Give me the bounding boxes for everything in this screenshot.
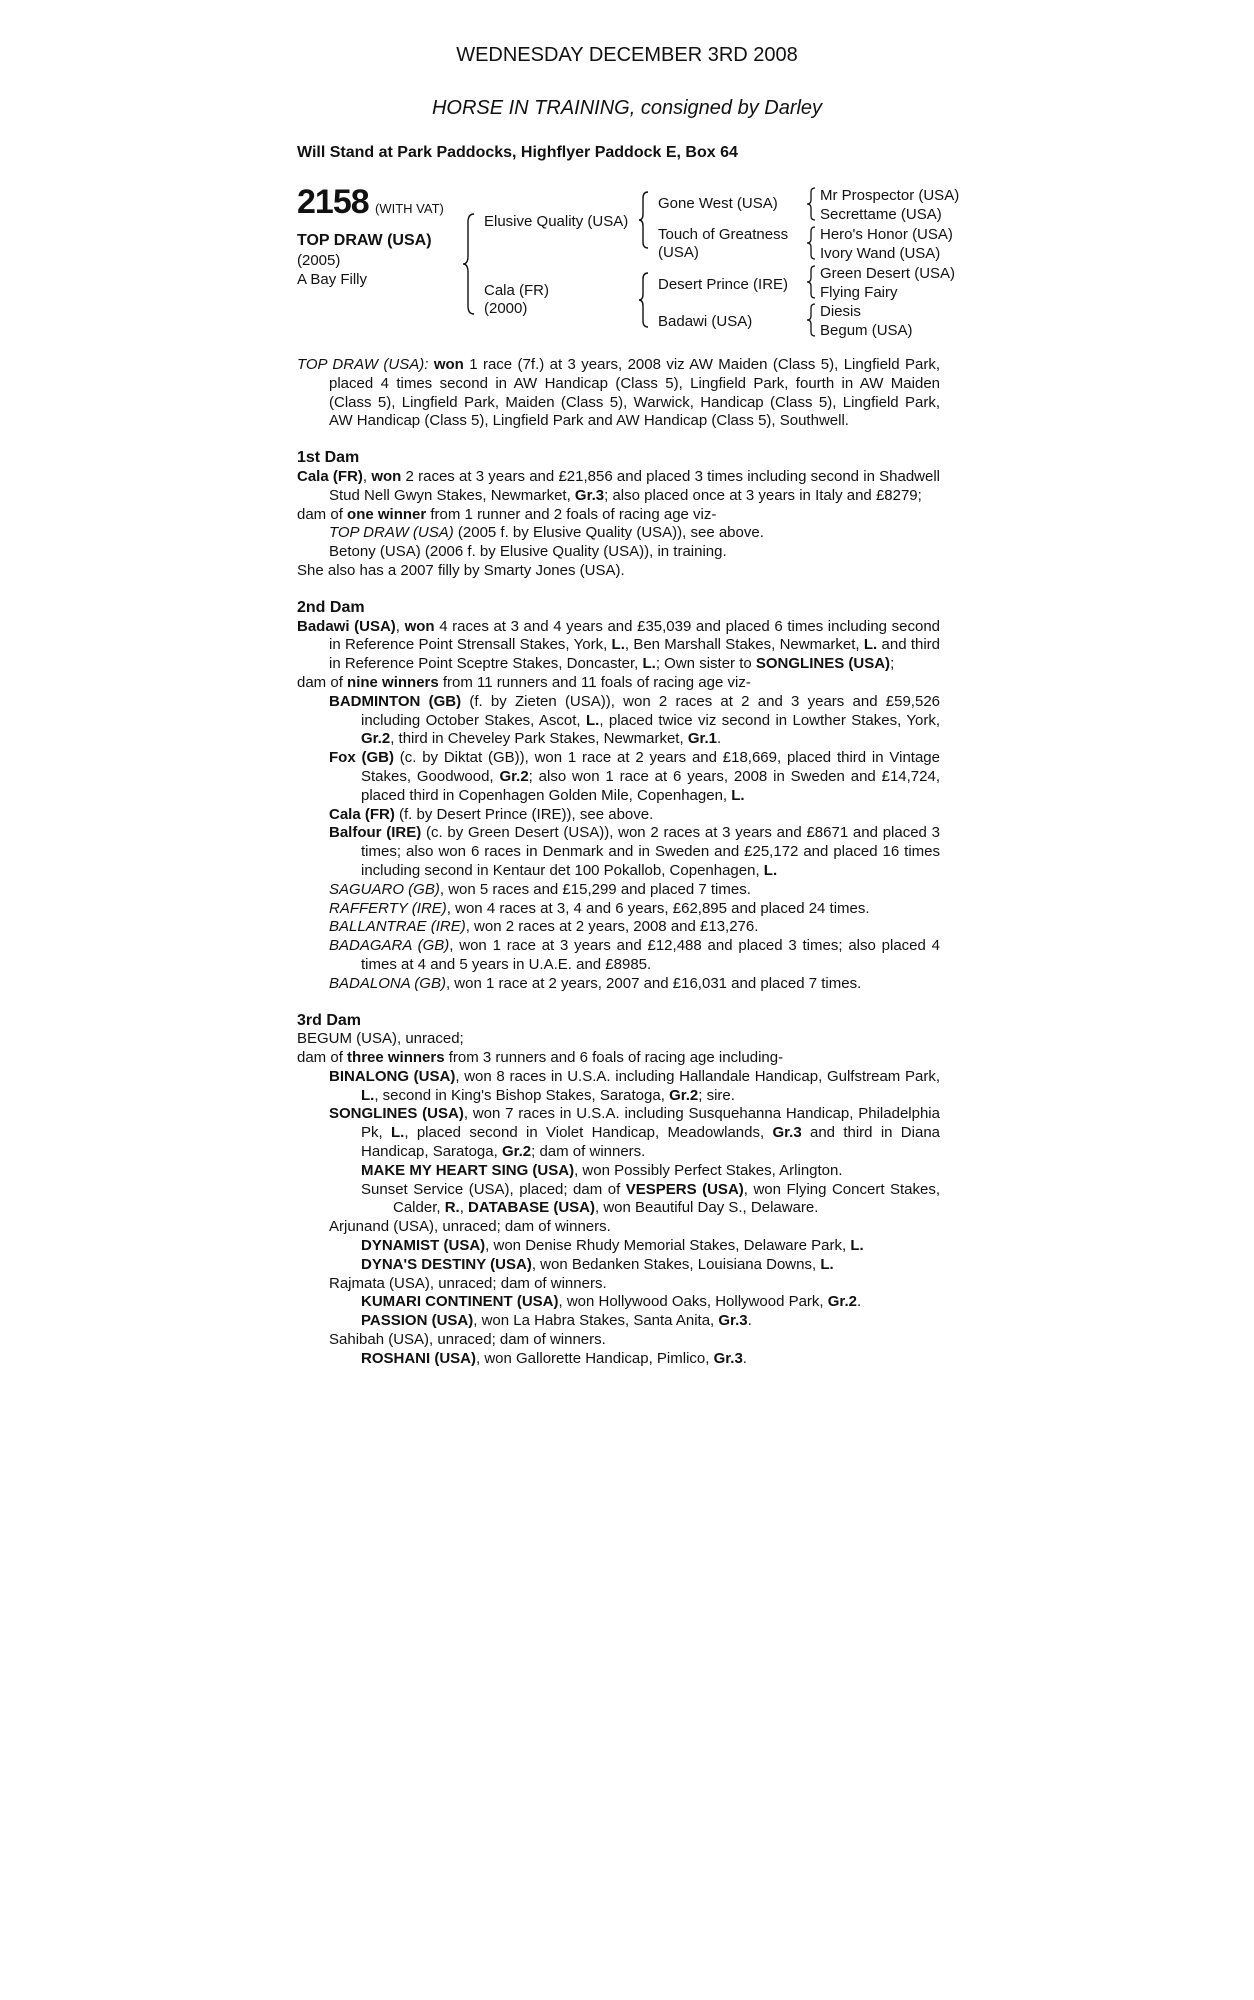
listed-label: L. <box>863 636 878 654</box>
grade-label: Gr.2 <box>827 1293 857 1311</box>
offspring-text: (f. by Zieten (USA)), won 2 races at 2 and 3 years and £59,526 including October Stakes, Ascot, <box>361 692 941 729</box>
offspring-name: DYNA'S DESTINY (USA) <box>361 1255 532 1273</box>
offspring-name: DATABASE (USA) <box>468 1199 595 1217</box>
pedigree-ssd: Secrettame (USA) <box>820 206 942 223</box>
offspring-text: , won La Habra Stakes, Santa Anita, <box>473 1312 719 1330</box>
offspring-name: KUMARI CONTINENT (USA) <box>361 1293 559 1311</box>
produce-text: from 1 runner and 2 foals of racing age viz- <box>426 505 717 523</box>
offspring-name: PASSION (USA) <box>361 1312 474 1330</box>
offspring-name: BALLANTRAE (IRE) <box>329 918 466 936</box>
listed-label: L. <box>642 655 656 673</box>
grand-offspring-entry <box>297 1312 940 1331</box>
pedigree-brace-sd <box>806 225 816 261</box>
first-dam-produce-summary <box>297 506 940 525</box>
first-dam-name: Cala (FR) <box>297 467 363 485</box>
offspring-name: BADALONA (GB) <box>329 974 446 992</box>
grade-label: Gr.2 <box>501 1143 532 1161</box>
winners-count: three winners <box>347 1049 445 1067</box>
horse-description: A Bay Filly <box>297 271 368 288</box>
period: . <box>742 1349 747 1367</box>
offspring-text: , won Beautiful Day S., Delaware. <box>594 1199 819 1217</box>
first-dam-record <box>297 468 940 506</box>
pedigree-main-brace <box>462 212 476 316</box>
offspring-name: Fox (GB) <box>329 749 394 767</box>
offspring-entry <box>297 1068 940 1106</box>
pedigree-sire-brace <box>638 190 650 250</box>
record-text: and third in Reference Point Sceptre Stakes, Doncaster, <box>329 636 941 673</box>
offspring-text: . <box>717 730 722 748</box>
lot-number: 2158 <box>297 183 369 221</box>
offspring-entry <box>297 937 940 975</box>
grade-label: Gr.2 <box>669 1086 699 1104</box>
pedigree-brace-dd <box>806 302 816 338</box>
grand-offspring-entry <box>297 1350 940 1369</box>
offspring-entry: Arjunand (USA), unraced; dam of winners. <box>329 1218 611 1236</box>
offspring-text: , won 7 races in U.S.A. including Susquehanna Handicap, Philadelphia Pk, <box>361 1105 940 1142</box>
grand-offspring-entry <box>297 1256 940 1275</box>
pedigree-dam: Cala (FR) <box>484 282 550 299</box>
listed-label: L. <box>731 786 745 804</box>
offspring-name: BADMINTON (GB) <box>329 692 462 710</box>
listed-label: L. <box>391 1124 405 1142</box>
pedigree-dam-sire: Desert Prince (IRE) <box>658 276 789 293</box>
offspring-entry <box>297 975 940 994</box>
record-text: 2 races at 3 years and £21,856 and placed 3 times including second in Shadwell Stud Nell Gwyn Stakes, Newmarket, <box>329 467 941 504</box>
offspring-text: , won 2 races at 2 years, 2008 and £13,276. <box>465 918 759 936</box>
listed-label: L. <box>820 1255 834 1273</box>
grade-label: Gr.3 <box>718 1312 748 1330</box>
offspring-text: , won Bedanken Stakes, Louisiana Downs, <box>531 1255 821 1273</box>
pedigree-sds: Hero's Honor (USA) <box>820 226 953 243</box>
pedigree-sire-dam: Touch of Greatness <box>658 226 789 243</box>
offspring-text: ; also won 1 race at 6 years, 2008 in Sweden and £14,724, placed third in Copenhagen Golden Mile, Copenhagen, <box>361 767 940 804</box>
listed-label: L. <box>585 711 600 729</box>
grand-offspring-entry <box>297 1162 940 1181</box>
grade-label: Gr.2 <box>361 730 391 748</box>
offspring-entry: Betony (USA) (2006 f. by Elusive Quality (USA)), in training. <box>329 543 727 561</box>
offspring-name: RAFFERTY (IRE) <box>329 899 447 917</box>
offspring-entry: Sahibah (USA), unraced; dam of winners. <box>329 1331 606 1349</box>
grand-offspring-entry <box>297 1237 940 1256</box>
separator: , <box>362 467 372 485</box>
dam-of-label: dam of <box>297 505 348 523</box>
consignment-title: HORSE IN TRAINING, consigned by Darley <box>431 97 823 119</box>
offspring-name: VESPERS (USA) <box>625 1180 744 1198</box>
offspring-text: , won 1 race at 3 years and £12,488 and placed 3 times; also placed 4 times at 4 and 5 years in U.A.E. and £8985. <box>361 937 940 973</box>
offspring-text: , won Possibly Perfect Stakes, Arlington. <box>574 1161 843 1179</box>
second-dam-heading: 2nd Dam <box>297 598 365 616</box>
won-label: won <box>404 617 435 635</box>
pedigree-dam-year: (2000) <box>484 300 528 317</box>
offspring-text: (c. by Green Desert (USA)), won 2 races at 3 years and £8671 and placed 3 times; also won 6 races in Denmark and in Sweden and £25,172 and placed 16 times including second in Kentaur det 100 Pokallob, Copenhagen, <box>361 824 940 879</box>
sister-name: SONGLINES (USA) <box>755 655 891 673</box>
offspring-text: , won 4 races at 3, 4 and 6 years, £62,895 and placed 24 times. <box>446 899 870 917</box>
offspring-name: BADAGARA (GB) <box>329 937 450 955</box>
record-text: ; <box>890 655 895 673</box>
dam-of-label: dam of <box>297 673 348 691</box>
offspring-entry <box>297 881 940 900</box>
pedigree-brace-ss <box>806 186 816 222</box>
offspring-text: (f. by Desert Prince (IRE)), see above. <box>394 805 654 823</box>
listed-label: L. <box>361 1086 375 1104</box>
offspring-text: , second in King's Bishop Stakes, Saratoga, <box>374 1086 670 1104</box>
offspring-text: (2005 f. by Elusive Quality (USA)), see above. <box>453 524 764 542</box>
offspring-text: , won 5 races and £15,299 and placed 7 times. <box>439 880 751 898</box>
offspring-entry <box>297 524 940 543</box>
winners-count: nine winners <box>347 673 439 691</box>
offspring-text: , won 8 races in U.S.A. including Hallandale Handicap, Gulfstream Park, <box>455 1067 941 1085</box>
record-text: ; also placed once at 3 years in Italy and £8279; <box>604 486 922 504</box>
listed-label: L. <box>611 636 625 654</box>
record-text: ; Own sister to <box>655 655 756 673</box>
pedigree-sire-dam-2: (USA) <box>658 244 699 261</box>
grade-label: Gr.3 <box>772 1124 802 1142</box>
pedigree-dds: Diesis <box>820 303 861 320</box>
period: . <box>856 1293 862 1311</box>
horse-name: TOP DRAW (USA) <box>297 232 432 249</box>
dam-of-label: dam of <box>297 1049 348 1067</box>
grand-offspring-entry <box>297 1181 940 1219</box>
offspring-name: Balfour (IRE) <box>329 824 422 842</box>
pedigree-dss: Green Desert (USA) <box>820 265 956 282</box>
offspring-text: , placed second in Violet Handicap, Meadowlands, <box>404 1124 773 1142</box>
grade-label: Gr.1 <box>687 730 717 748</box>
listed-label: L. <box>850 1237 864 1255</box>
offspring-entry <box>297 900 940 919</box>
offspring-text: , won 1 race at 2 years, 2007 and £16,031 and placed 7 times. <box>445 974 862 992</box>
won-label: won <box>433 356 464 373</box>
pedigree-sire-sire: Gone West (USA) <box>658 195 778 212</box>
race-record <box>297 356 940 431</box>
grade-label: Gr.3 <box>574 486 605 504</box>
offspring-text: , won Flying Concert Stakes, Calder, <box>393 1180 941 1217</box>
offspring-text: , won Denise Rhudy Memorial Stakes, Delaware Park, <box>485 1237 851 1255</box>
sale-date: WEDNESDAY DECEMBER 3RD 2008 <box>456 44 798 66</box>
offspring-text: ; dam of winners. <box>531 1143 646 1161</box>
record-text: 4 races at 3 and 4 years and £35,039 and placed 6 times including second in Reference Point Strensall Stakes, York, <box>329 617 941 654</box>
offspring-text: Sunset Service (USA), placed; dam of <box>361 1180 626 1198</box>
offspring-name: Cala (FR) <box>329 805 395 823</box>
second-dam-record <box>297 618 940 674</box>
grade-label: Gr.3 <box>713 1349 743 1367</box>
foaling-year: (2005) <box>297 252 341 269</box>
offspring-text: , third in Cheveley Park Stakes, Newmarket, <box>390 730 688 748</box>
offspring-text: and third in Diana Handicap, Saratoga, <box>361 1124 941 1161</box>
winners-count: one winner <box>347 505 427 523</box>
offspring-name: BINALONG (USA) <box>329 1067 456 1085</box>
offspring-text: , won Gallorette Handicap, Pimlico, <box>476 1349 714 1367</box>
offspring-entry <box>297 918 940 937</box>
offspring-entry <box>297 1105 940 1161</box>
catalogue-body <box>297 356 940 1369</box>
record-text: 1 race (7f.) at 3 years, 2008 viz AW Maiden (Class 5), Lingfield Park, placed 4 times second in AW Handicap (Class 5), Lingfield Park, fourth in AW Maiden (Class 5), Lingfield Park, Maiden (Class 5), Warwick, Handicap (Class 5), Lingfield Park, AW Handicap (Class 5), Lingfield Park and AW Handicap (Class 5), Southwell. <box>329 356 941 430</box>
offspring-text: (c. by Diktat (GB)), won 1 race at 2 years and £18,669, placed third in Vintage Stakes, Goodwood, <box>361 749 940 785</box>
pedigree-dsd: Flying Fairy <box>820 284 898 301</box>
offspring-name: SAGUARO (GB) <box>329 880 440 898</box>
offspring-text: , placed twice viz second in Lowther Stakes, York, <box>599 711 941 729</box>
vat-note: (WITH VAT) <box>375 201 444 216</box>
pedigree-sss: Mr Prospector (USA) <box>820 187 960 204</box>
offspring-entry: Rajmata (USA), unraced; dam of winners. <box>329 1274 607 1292</box>
pedigree-ddd: Begum (USA) <box>820 322 913 339</box>
also-has-note: She also has a 2007 filly by Smarty Jones (USA). <box>297 561 625 579</box>
pedigree-dam-dam: Badawi (USA) <box>658 313 753 330</box>
second-dam-name: Badawi (USA) <box>297 617 396 635</box>
second-dam-produce-summary <box>297 674 940 693</box>
offspring-name: TOP DRAW (USA) <box>329 524 454 542</box>
offspring-entry <box>297 824 940 880</box>
grade-label: Gr.2 <box>499 767 529 785</box>
restricted-label: R. <box>444 1199 460 1217</box>
record-horse-name: TOP DRAW (USA): <box>297 356 429 373</box>
offspring-text: , won Hollywood Oaks, Hollywood Park, <box>558 1293 828 1311</box>
listed-label: L. <box>763 861 778 879</box>
offspring-entry <box>297 693 940 749</box>
offspring-entry <box>297 749 940 805</box>
first-dam-heading: 1st Dam <box>297 449 360 467</box>
third-dam-produce-summary <box>297 1049 940 1068</box>
pedigree-sire: Elusive Quality (USA) <box>484 213 629 230</box>
period: . <box>747 1312 752 1330</box>
third-dam-heading: 3rd Dam <box>297 1011 362 1029</box>
offspring-name: ROSHANI (USA) <box>361 1349 476 1367</box>
offspring-name: MAKE MY HEART SING (USA) <box>361 1161 575 1179</box>
pedigree-brace-ds <box>806 264 816 300</box>
third-dam-name: BEGUM (USA), unraced; <box>297 1030 464 1048</box>
separator: , <box>395 617 405 635</box>
pedigree-dam-brace <box>638 271 650 329</box>
offspring-name: SONGLINES (USA) <box>329 1105 464 1123</box>
produce-text: from 3 runners and 6 foals of racing age including- <box>444 1049 784 1067</box>
grand-offspring-entry <box>297 1293 940 1312</box>
record-text: , Ben Marshall Stakes, Newmarket, <box>624 636 864 654</box>
won-label: won <box>371 467 402 485</box>
separator: , <box>459 1199 469 1217</box>
produce-text: from 11 runners and 11 foals of racing age viz- <box>438 673 751 691</box>
offspring-entry <box>297 806 940 825</box>
pedigree-sdd: Ivory Wand (USA) <box>820 245 941 262</box>
stand-location: Will Stand at Park Paddocks, Highflyer Paddock E, Box 64 <box>297 144 738 161</box>
offspring-text: ; sire. <box>698 1086 735 1104</box>
offspring-name: DYNAMIST (USA) <box>361 1237 486 1255</box>
